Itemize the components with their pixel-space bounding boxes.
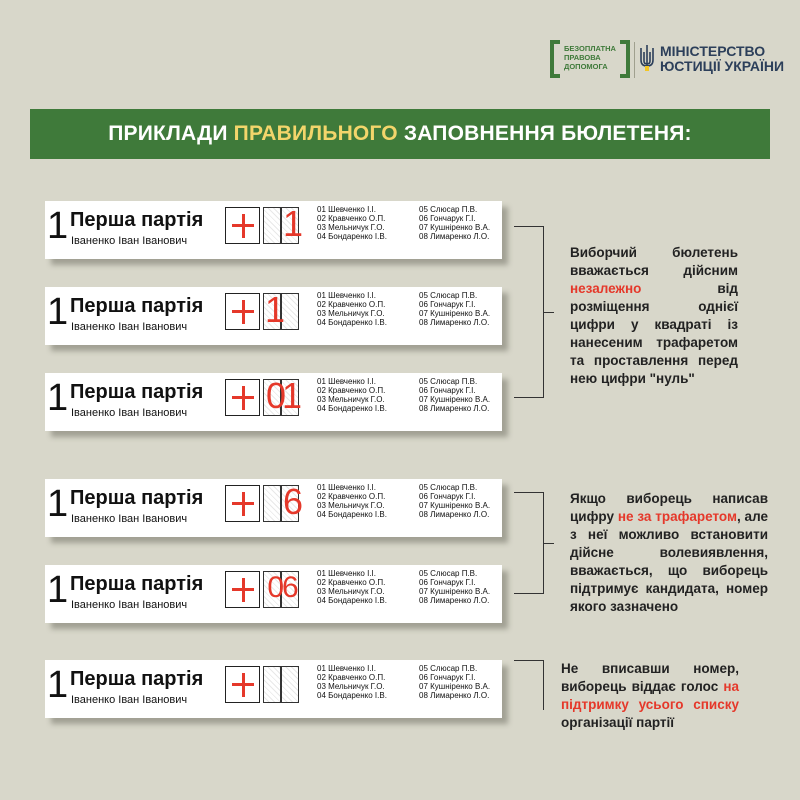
handwritten-mark: 1	[282, 203, 304, 244]
note-2	[570, 490, 768, 616]
free-legal-aid-logo	[550, 40, 630, 80]
bracket-right-icon	[620, 40, 630, 78]
handwritten-mark: 06	[267, 571, 297, 604]
note-2-text-a: Якщо виборець написав цифру	[570, 491, 768, 524]
plus-mark-icon	[225, 379, 260, 416]
party-leader: Іваненко Іван Іванович	[71, 235, 188, 247]
candidates-left: 01 Шевченко І.І. 02 Кравченко О.П. 03 Мельничук Г.О. 04 Бондаренко І.В.	[317, 664, 387, 700]
ballot-example-2	[45, 287, 502, 345]
note-1-text-b: від розміщення однієї цифри у квадраті із нанесеним трафаретом та проставлення перед нею цифри "нуль"	[570, 281, 738, 386]
candidates-right: 05 Слюсар П.В. 06 Гончарук Г.І. 07 Кушніренко В.А. 08 Лимаренко Л.О.	[419, 664, 491, 700]
ballot-number: 1	[47, 205, 69, 247]
ballot-number: 1	[47, 291, 69, 333]
ballot-example-5	[45, 565, 502, 623]
candidates-left: 01 Шевченко І.І. 02 Кравченко О.П. 03 Мельничук Г.О. 04 Бондаренко І.В.	[317, 377, 387, 413]
handwritten-mark: 01	[265, 375, 299, 416]
plus-mark-icon	[225, 485, 260, 522]
trident-icon	[639, 44, 655, 72]
candidates-right: 05 Слюсар П.В. 06 Гончарук Г.І. 07 Кушніренко В.А. 08 Лимаренко Л.О.	[419, 377, 491, 413]
candidates-right: 05 Слюсар П.В. 06 Гончарук Г.І. 07 Кушніренко В.А. 08 Лимаренко Л.О.	[419, 205, 491, 241]
note-1-highlight: незалежно	[570, 281, 642, 296]
party-name: Перша партія	[70, 668, 204, 690]
logo-divider	[634, 42, 635, 78]
note-2-highlight: не за трафаретом	[617, 509, 737, 524]
bracket-tick-1	[544, 312, 554, 313]
candidates-left: 01 Шевченко І.І. 02 Кравченко О.П. 03 Мельничук Г.О. 04 Бондаренко І.В.	[317, 483, 387, 519]
note-3-text-b: організації партії	[561, 715, 675, 730]
note-1-text-a: Виборчий бюлетень вважається дійсним	[570, 245, 738, 278]
title-highlight: ПРАВИЛЬНОГО	[233, 122, 398, 145]
candidates-left: 01 Шевченко І.І. 02 Кравченко О.П. 03 Мельничук Г.О. 04 Бондаренко І.В.	[317, 569, 387, 605]
party-leader: Іваненко Іван Іванович	[71, 407, 188, 419]
party-leader: Іваненко Іван Іванович	[71, 694, 188, 706]
bracket-top-3	[514, 660, 544, 661]
ballot-example-1	[45, 201, 502, 259]
note-3-highlight: на підтримку усього списку	[561, 679, 739, 712]
logo-left-text: БЕЗОПЛАТНА ПРАВОВА ДОПОМОГА	[564, 44, 616, 71]
party-leader: Іваненко Іван Іванович	[71, 321, 188, 333]
bracket-left-icon	[550, 40, 560, 78]
note-2-text-b: , але з неї можливо встановити дійсне волевиявлення, вважається, що виборець підтримує кандидата, номер якого зазначено	[570, 509, 768, 614]
title-part-1: ПРИКЛАДИ	[108, 122, 234, 145]
party-name: Перша партія	[70, 295, 204, 317]
handwritten-mark: 1	[264, 289, 286, 330]
group-bracket-3	[514, 660, 544, 710]
candidates-right: 05 Слюсар П.В. 06 Гончарук Г.І. 07 Кушніренко В.А. 08 Лимаренко Л.О.	[419, 569, 491, 605]
ministry-name	[660, 44, 784, 74]
title-part-2: ЗАПОВНЕННЯ БЮЛЕТЕНЯ:	[397, 122, 692, 145]
title-banner	[30, 109, 770, 159]
ballot-example-6	[45, 660, 502, 718]
ballot-example-3	[45, 373, 502, 431]
ballot-example-4	[45, 479, 502, 537]
ballot-number: 1	[47, 664, 69, 706]
handwritten-mark	[264, 663, 300, 703]
group-bracket-2	[514, 492, 544, 594]
note-1	[570, 244, 738, 388]
candidates-right: 05 Слюсар П.В. 06 Гончарук Г.І. 07 Кушніренко В.А. 08 Лимаренко Л.О.	[419, 291, 491, 327]
ministry-line-2: ЮСТИЦІЇ УКРАЇНИ	[660, 58, 785, 74]
ministry-line-1: МІНІСТЕРСТВО	[660, 43, 766, 59]
ballot-number: 1	[47, 483, 69, 525]
party-name: Перша партія	[70, 381, 204, 403]
plus-mark-icon	[225, 293, 260, 330]
party-name: Перша партія	[70, 573, 204, 595]
note-3-text-a: Не вписавши номер, виборець віддає голос	[561, 661, 739, 694]
party-name: Перша партія	[70, 209, 204, 231]
plus-mark-icon	[225, 571, 260, 608]
party-leader: Іваненко Іван Іванович	[71, 599, 188, 611]
party-name: Перша партія	[70, 487, 204, 509]
candidates-left: 01 Шевченко І.І. 02 Кравченко О.П. 03 Мельничук Г.О. 04 Бондаренко І.В.	[317, 205, 387, 241]
ballot-number: 1	[47, 569, 69, 611]
note-3	[561, 660, 739, 732]
page-title	[108, 122, 691, 146]
plus-mark-icon	[225, 207, 260, 244]
bracket-tick-2	[544, 543, 554, 544]
ballot-number: 1	[47, 377, 69, 419]
handwritten-mark: 6	[282, 481, 304, 522]
group-bracket-1	[514, 226, 544, 398]
candidates-right: 05 Слюсар П.В. 06 Гончарук Г.І. 07 Кушніренко В.А. 08 Лимаренко Л.О.	[419, 483, 491, 519]
plus-mark-icon	[225, 666, 260, 703]
party-leader: Іваненко Іван Іванович	[71, 513, 188, 525]
candidates-left: 01 Шевченко І.І. 02 Кравченко О.П. 03 Мельничук Г.О. 04 Бондаренко І.В.	[317, 291, 387, 327]
